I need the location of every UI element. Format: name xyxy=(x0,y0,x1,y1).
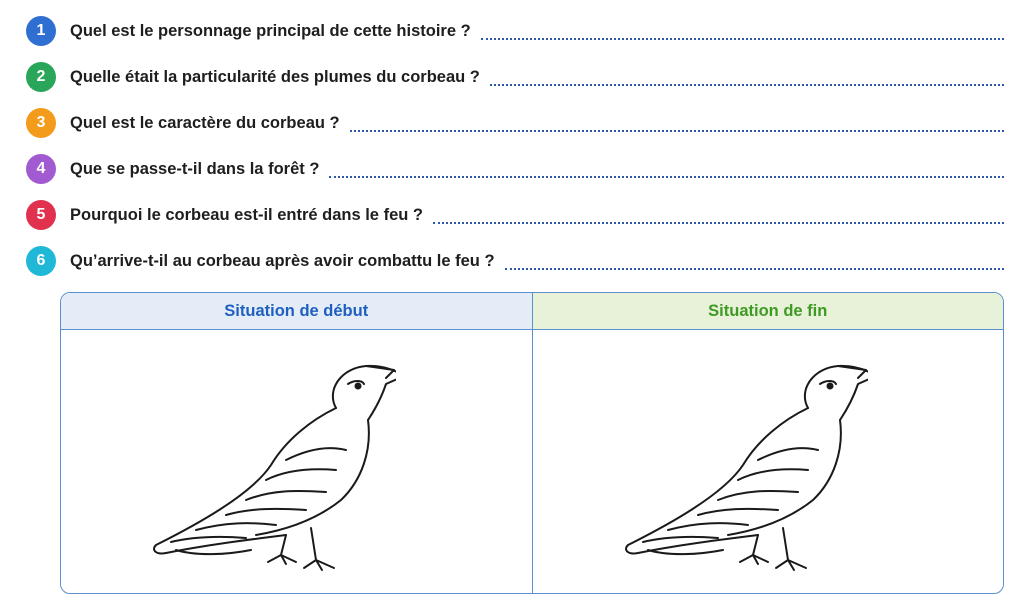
situation-table xyxy=(60,292,1004,594)
crow-illustration-icon xyxy=(136,350,396,580)
question-list xyxy=(26,8,1004,284)
question-number-badge: 4 xyxy=(26,154,56,184)
situation-start-column xyxy=(61,293,532,593)
answer-line[interactable] xyxy=(433,222,1004,224)
question-row-6 xyxy=(26,238,1004,284)
question-text: Quelle était la particularité des plumes du corbeau ? xyxy=(70,67,480,86)
question-number-badge: 5 xyxy=(26,200,56,230)
question-text: Pourquoi le corbeau est-il entré dans le feu ? xyxy=(70,205,423,224)
answer-line[interactable] xyxy=(350,130,1004,132)
situation-start-header: Situation de début xyxy=(61,293,532,330)
question-row-4 xyxy=(26,146,1004,192)
answer-line[interactable] xyxy=(481,38,1004,40)
question-number-badge: 3 xyxy=(26,108,56,138)
question-text: Quel est le caractère du corbeau ? xyxy=(70,113,340,132)
situation-end-column xyxy=(532,293,1004,593)
situation-start-cell[interactable] xyxy=(61,330,532,592)
question-text: Qu’arrive-t-il au corbeau après avoir combattu le feu ? xyxy=(70,251,495,270)
question-row-5 xyxy=(26,192,1004,238)
question-row-3 xyxy=(26,100,1004,146)
crow-illustration-icon xyxy=(608,350,868,580)
question-number-badge: 2 xyxy=(26,62,56,92)
answer-line[interactable] xyxy=(329,176,1004,178)
answer-line[interactable] xyxy=(490,84,1004,86)
question-text: Que se passe-t-il dans la forêt ? xyxy=(70,159,320,178)
question-text: Quel est le personnage principal de cette histoire ? xyxy=(70,21,471,40)
situation-end-cell[interactable] xyxy=(533,330,1004,592)
question-number-badge: 6 xyxy=(26,246,56,276)
question-row-2 xyxy=(26,54,1004,100)
question-row-1 xyxy=(26,8,1004,54)
question-number-badge: 1 xyxy=(26,16,56,46)
answer-line[interactable] xyxy=(505,268,1004,270)
situation-end-header: Situation de fin xyxy=(533,293,1004,330)
